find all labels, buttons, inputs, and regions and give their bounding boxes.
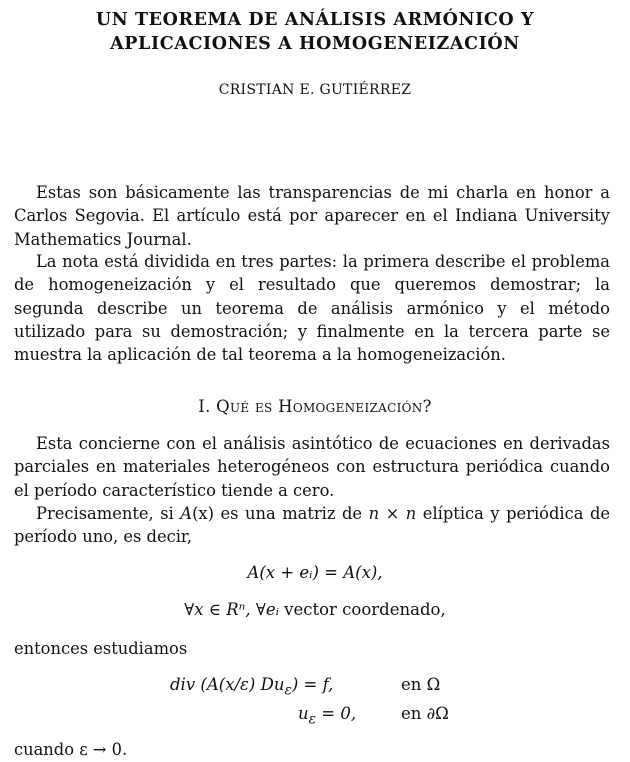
- equation-quantifier: [0, 600, 630, 619]
- p2-dims: n × n: [368, 504, 417, 523]
- equation-periodicity: [0, 563, 630, 582]
- eq1-formula: A(x + eᵢ) = A(x),: [247, 563, 383, 582]
- intro-paragraph-2: La nota está dividida en tres partes: la primera describe el problema de homogeneización y el resultado que queremos demostrar; la segunda describe un teorema de análisis armónico y el método utilizado para su demostración; y finalmente en la tercera parte se muestra la aplicación de tal teorema a la homogeneización.: [14, 252, 610, 365]
- title-line-2: APLICACIONES A HOMOGENEIZACIÓN: [110, 34, 520, 54]
- intro-paragraph-1: Estas son básicamente las transparencias de mi charla en honor a Carlos Segovia. El artículo está por aparecer en el Indiana University Mathematics Journal.: [14, 183, 610, 249]
- system-line-2-domain: en ∂Ω: [401, 704, 449, 723]
- p2-matrix-symbol: A: [180, 504, 193, 523]
- sys2-sub: ε: [308, 711, 317, 728]
- sys2-right: = 0,: [316, 704, 357, 723]
- limit-text: cuando ε → 0.: [14, 740, 128, 759]
- title-line-1: UN TEOREMA DE ANÁLISIS ARMÓNICO Y: [95, 10, 535, 30]
- p2-mid: es una matriz de: [213, 504, 369, 523]
- eq2-formula: ∀x ∈ Rⁿ, ∀eᵢ: [184, 600, 279, 619]
- eq2-text: vector coordenado,: [278, 600, 446, 619]
- then-text: entonces estudiamos: [14, 639, 188, 658]
- paper-title: [0, 8, 630, 56]
- sys2-left: u: [298, 704, 309, 723]
- sys1-left: div (A(x/ε) Du: [170, 675, 285, 694]
- sys1-sub: ε: [284, 682, 292, 699]
- p2-end: elíptica y periódica de período uno, es decir,: [14, 504, 611, 547]
- system-line-2: [298, 704, 356, 727]
- section-heading: I. Qué es Homogeneización?: [198, 397, 432, 416]
- sys1-right: ) = f,: [291, 675, 334, 694]
- p2-start: Precisamente, si: [36, 504, 181, 523]
- system-line-1-domain: en Ω: [401, 675, 441, 694]
- p2-matrix-arg: (x): [192, 504, 214, 523]
- author-name: CRISTIAN E. GUTIÉRREZ: [218, 82, 412, 98]
- system-line-1: [170, 675, 333, 698]
- section-paragraph-2: [14, 502, 610, 549]
- section-paragraph-1: Esta concierne con el análisis asintótico de ecuaciones en derivadas parciales en materiales heterogéneos con estructura periódica cuando el período característico tiende a cero.: [14, 434, 610, 500]
